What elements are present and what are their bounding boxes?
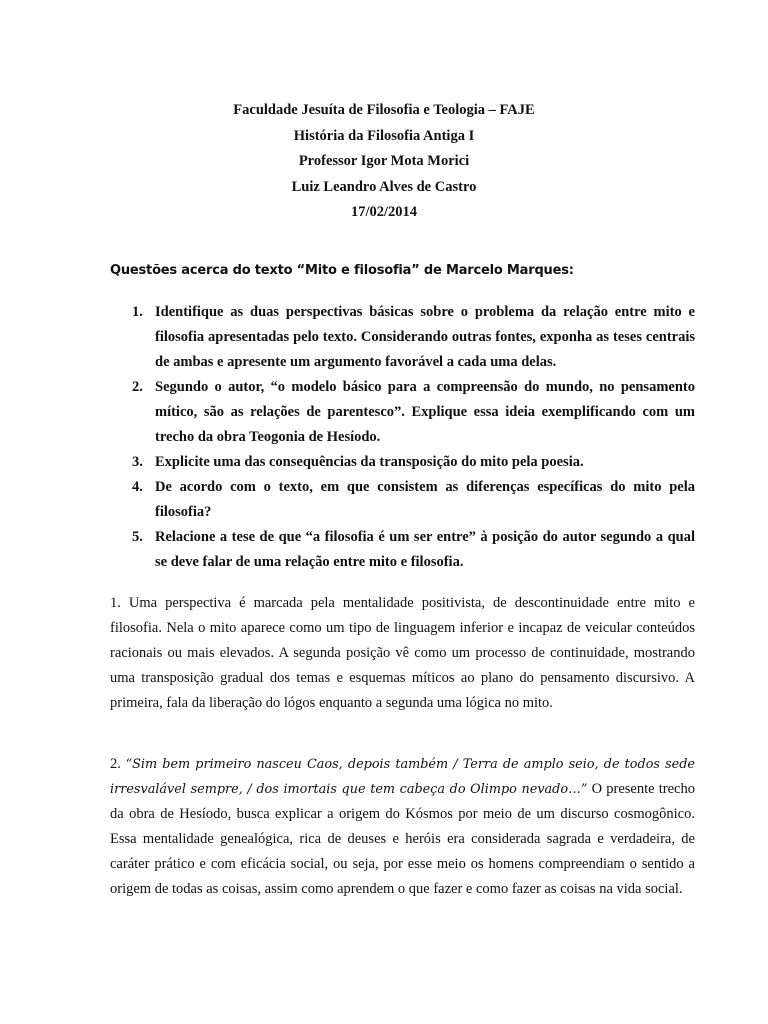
document-date: 17/02/2014 [350, 204, 418, 220]
question-number: 1. [132, 304, 143, 320]
hesiod-quote: “Sim bem primeiro nasceu Caos, depois também / Terra de amplo seio, de todos sede irresvalável sempre, / dos imortais que tem cabeça do Olimpo nevado…” [110, 757, 696, 797]
question-text: Identifique as duas perspectivas básicas sobre o problema da relação entre mito e filosofia apresentadas pelo texto. Considerando outras fontes, exponha as teses centrais de ambas e apresente um argumento favorável a cada uma delas. [155, 304, 695, 370]
answer-2-prefix: 2. [110, 756, 126, 772]
question-number: 4. [132, 479, 143, 495]
question-number: 2. [132, 379, 143, 395]
course-name: História da Filosofia Antiga I [293, 127, 475, 144]
document-header [0, 98, 768, 226]
answer-2-text: O presente trecho da obra de Hesíodo, busca explicar a origem do Kósmos por meio de um discurso cosmogônico. Essa mentalidade genealógica, rica de deuses e heróis era considerada sagrada e verdadeira, de caráter prático e com eficácia social, ou seja, por esse meio os homens compreendiam o sentido a origem de todas as coisas, assim como aprendem o que fazer e como fazer as coisas na vida social. [110, 781, 695, 897]
professor-name: Professor Igor Mota Morici [298, 153, 470, 169]
questions-title: Questões acerca do texto “Mito e filosofia” de Marcelo Marques: [110, 263, 574, 278]
questions-list [110, 300, 695, 575]
question-item [110, 375, 695, 450]
question-item [110, 475, 695, 525]
question-number: 5. [132, 529, 143, 545]
question-text: Explicite uma das consequências da transposição do mito pela poesia. [155, 454, 584, 470]
answer-2 [110, 752, 695, 902]
institution-name: Faculdade Jesuíta de Filosofia e Teologia – FAJE [233, 102, 535, 118]
answer-1: 1. Uma perspectiva é marcada pela mentalidade positivista, de descontinuidade entre mito e filosofia. Nela o mito aparece como um tipo de linguagem inferior e incapaz de veicular conteúdos racionais ou mais elevados. A segunda posição vê como um processo de continuidade, mostrando uma transposição gradual dos temas e esquemas míticos ao plano do pensamento discursivo. A primeira, fala da liberação do lógos enquanto a segunda uma lógica no mito. [110, 595, 695, 711]
question-text: Relacione a tese de que “a filosofia é um ser entre” à posição do autor segundo a qual se deve falar de uma relação entre mito e filosofia. [155, 529, 695, 570]
question-item [110, 450, 695, 475]
question-item [110, 525, 695, 575]
question-item [110, 300, 695, 375]
question-number: 3. [132, 454, 143, 470]
question-text: Segundo o autor, “o modelo básico para a compreensão do mundo, no pensamento mítico, são as relações de parentesco”. Explique essa ideia exemplificando com um trecho da obra Teogonia de Hesíodo. [155, 379, 695, 445]
student-name: Luiz Leandro Alves de Castro [291, 178, 477, 195]
question-text: De acordo com o texto, em que consistem as diferenças específicas do mito pela filosofia? [155, 479, 695, 520]
